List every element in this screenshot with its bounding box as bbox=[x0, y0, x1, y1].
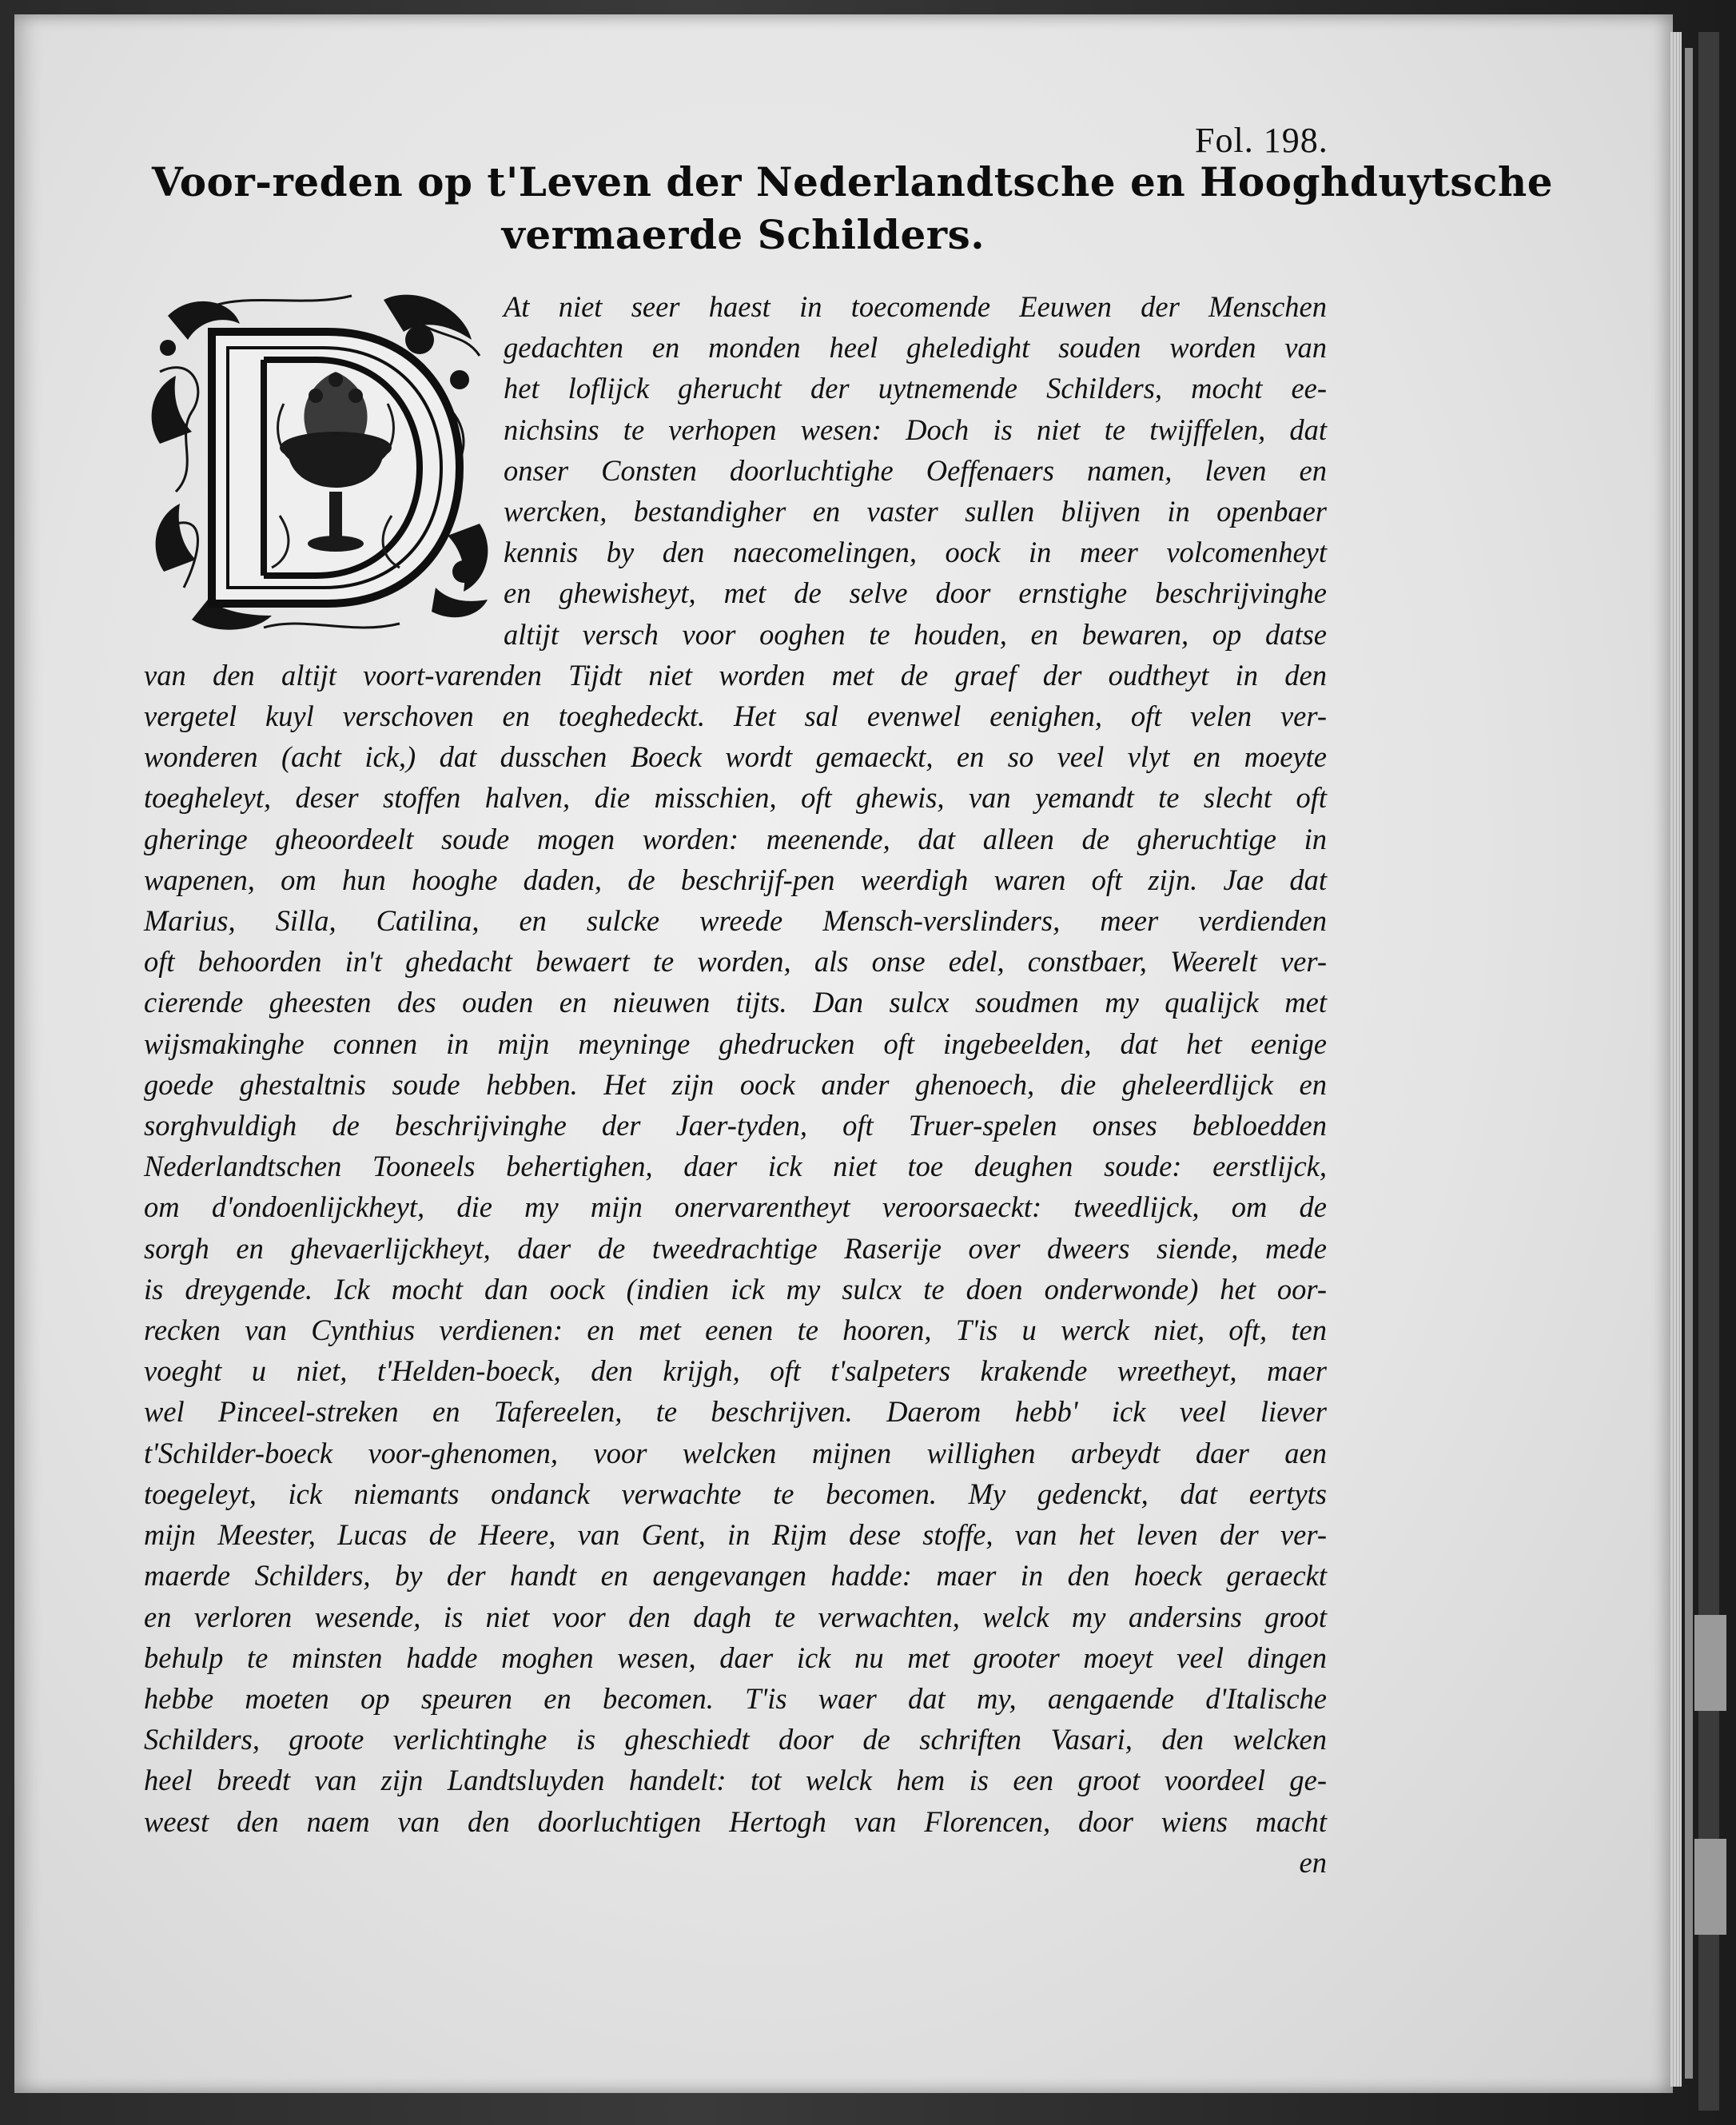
text-line: wonderen (acht ick,) dat dusschen Boeck wordt gemaeckt, en so veel vlyt en moeyte bbox=[144, 740, 1327, 774]
text-line: Marius, Silla, Catilina, en sulcke wreede Mensch-verslinders, meer verdienden bbox=[144, 904, 1327, 938]
page-body-text bbox=[144, 286, 1327, 1883]
folio-number: Fol. 198. bbox=[1195, 121, 1328, 160]
text-line: oft behoorden in't ghedacht bewaert te worden, als onse edel, constbaer, Weerelt ver- bbox=[144, 945, 1327, 979]
text-line: behulp te minsten hadde moghen wesen, daer ick nu met grooter moeyt veel dingen bbox=[144, 1641, 1327, 1674]
text-line: altijt versch voor ooghen te houden, en bewaren, op datse bbox=[504, 617, 1327, 651]
text-line: hebbe moeten op speuren en becomen. T'is waer dat my, aengaende d'Italische bbox=[144, 1681, 1327, 1715]
cloth-binding-mark bbox=[1694, 1615, 1726, 1711]
text-line: nichsins te verhopen wesen: Doch is niet te twijffelen, dat bbox=[504, 413, 1327, 446]
text-line: sorgh en ghevaerlijckheyt, daer de tweedrachtige Raserije over dweers siende, mede bbox=[144, 1231, 1327, 1265]
text-line: wapenen, om hun hooghe daden, de beschrijf-pen weerdigh waren oft zijn. Jae dat bbox=[144, 863, 1327, 896]
text-line: goede ghestaltnis soude hebben. Het zijn oock ander ghenoech, die gheleerdlijck en bbox=[144, 1067, 1327, 1101]
text-line: mijn Meester, Lucas de Heere, van Gent, in Rijm dese stoffe, van het leven der ver- bbox=[144, 1518, 1327, 1552]
text-line: voeght u niet, t'Helden-boeck, den krijgh, oft t'salpeters krakende wreetheyt, maer bbox=[144, 1354, 1327, 1388]
text-line: gedachten en monden heel gheledight souden worden van bbox=[504, 331, 1327, 365]
text-line: Nederlandtschen Tooneels behertighen, daer ick niet toe deughen soude: eerstlijck, bbox=[144, 1150, 1327, 1183]
text-line: Schilders, groote verlichtinghe is gheschiedt door de schriften Vasari, den welcken bbox=[144, 1723, 1327, 1756]
text-line: het loflijck gherucht der uytnemende Schilders, mocht ee- bbox=[504, 372, 1327, 405]
catchword: en bbox=[1299, 1845, 1327, 1879]
text-line: om d'ondoenlijckheyt, die my mijn onervarentheyt veroorsaeckt: tweedlijck, om de bbox=[144, 1190, 1327, 1224]
book-cover-edge bbox=[1698, 32, 1719, 2111]
text-line: toegeleyt, ick niemants ondanck verwachte te becomen. My gedenckt, dat eertyts bbox=[144, 1477, 1327, 1510]
text-line: sorghvuldigh de beschrijvinghe der Jaer-tyden, oft Truer-spelen onses bebloedden bbox=[144, 1109, 1327, 1142]
text-line: wijsmakinghe connen in mijn meyninge ghedrucken oft ingebeelden, dat het eenige bbox=[144, 1027, 1327, 1060]
text-line: t'Schilder-boeck voor-ghenomen, voor welcken mijnen willighen arbeydt daer aen bbox=[144, 1436, 1327, 1469]
text-line: heel breedt van zijn Landtsluyden handelt: tot welck hem is een groot voordeel ge- bbox=[144, 1764, 1327, 1797]
text-line: vergetel kuyl verschoven en toeghedeckt. Het sal evenwel eenighen, oft velen ver- bbox=[144, 700, 1327, 733]
text-line: recken van Cynthius verdienen: en met eenen te hooren, T'is u werck niet, oft, ten bbox=[144, 1314, 1327, 1347]
text-line: wercken, bestandigher en vaster sullen blijven in openbaer bbox=[504, 495, 1327, 528]
cloth-binding-mark bbox=[1694, 1839, 1726, 1935]
text-line: is dreygende. Ick mocht dan oock (indien ick my sulcx te doen onderwonde) het oor- bbox=[144, 1272, 1327, 1306]
text-line: weest den naem van den doorluchtigen Hertogh van Florencen, door wiens macht bbox=[144, 1804, 1327, 1838]
text-line: en verloren wesende, is niet voor den dagh te verwachten, welck my andersins groot bbox=[144, 1600, 1327, 1633]
text-line: kennis by den naecomelingen, oock in meer volcomenheyt bbox=[504, 536, 1327, 569]
text-line: maerde Schilders, by der handt en aengevangen hadde: maer in den hoeck geraeckt bbox=[144, 1559, 1327, 1593]
heading-line-2: vermaerde Schilders. bbox=[501, 211, 985, 258]
text-line: van den altijt voort-varenden Tijdt niet worden met de graef der oudtheyt in den bbox=[144, 658, 1327, 692]
text-line: en ghewisheyt, met de selve door ernstighe beschrijvinghe bbox=[504, 576, 1327, 610]
text-line: toegheleyt, deser stoffen halven, die misschien, oft ghewis, van yemandt te slecht oft bbox=[144, 781, 1327, 815]
page-edge bbox=[1670, 32, 1682, 2087]
text-line: cierende gheesten des ouden en nieuwen tijts. Dan sulcx soudmen my qualijck met bbox=[144, 986, 1327, 1019]
text-line: gheringe gheoordeelt soude mogen worden: meenende, dat alleen de gheruchtige in bbox=[144, 822, 1327, 855]
heading-line-1: Voor-reden op t'Leven der Nederlandtsche en Hooghduytsche bbox=[152, 158, 1554, 205]
page-edge-shadow bbox=[1685, 48, 1693, 2079]
text-line: onser Consten doorluchtighe Oeffenaers namen, leven en bbox=[504, 453, 1327, 487]
text-line: At niet seer haest in toecomende Eeuwen der Menschen bbox=[504, 290, 1327, 323]
chapter-heading bbox=[152, 156, 1554, 261]
text-line: wel Pinceel-streken en Tafereelen, te beschrijven. Daerom hebb' ick veel liever bbox=[144, 1395, 1327, 1429]
